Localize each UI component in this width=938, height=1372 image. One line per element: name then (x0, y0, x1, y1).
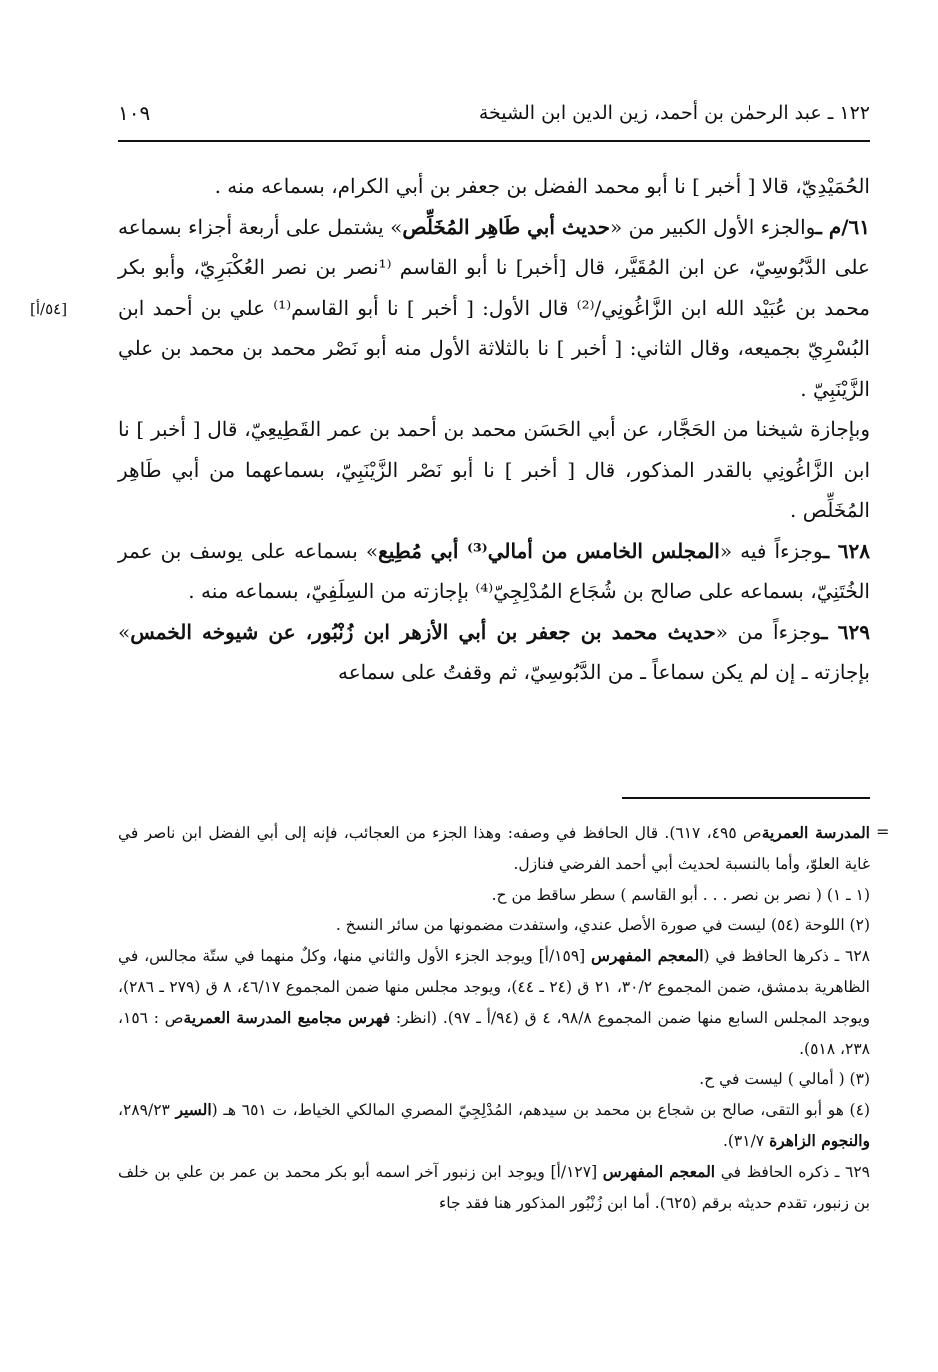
page-number: ١٠٩ (118, 101, 151, 125)
text-run: ص ٤٩٥، ٦١٧). قال الحافظ في وصفه: وهذا الجزء من العجائب، فإنه إلى أبي الفضل ابن ناصر في غاية العلوّ، وأما بالنسبة لحديث أبي أحمد الفرضي فنازل. (118, 824, 870, 873)
text-run: والجزء الأول الكبير من « (609, 214, 816, 239)
bold-run: ٦٢٨ ـ (823, 538, 870, 563)
text-run: (١ ـ ١) ( نصر بن نصر . . . أبو القاسم ) سطر ساقط من ح. (491, 885, 870, 904)
text-run: الحُمَيْدِيّ، قالا [ أخبر ] نا أبو محمد الفضل بن جعفر بن أبي الكرام، بسماعه منه . (214, 174, 870, 198)
footnote (118, 1157, 870, 1219)
text-run: ٢٨٩/٢٣، (118, 1101, 176, 1120)
running-title: ١٢٢ ـ عبد الرحمٰن بن أحمد، زين الدين ابن الشيخة (478, 102, 870, 124)
footnote (118, 818, 870, 880)
bold-run: ٦١/م ـ (815, 214, 871, 239)
footnote (118, 1095, 870, 1157)
body-paragraph (118, 166, 870, 207)
text-run: » بسماعه على يوسف بن عمر الخُتَنِيّ، بسماعه على صالح بن شُجَاع المُدْلِجِيّ⁽⁴⁾ بإجازته من السِلَفِيّ، بسماعه منه . (118, 538, 870, 603)
text-run: وجزءاً فيه « (719, 538, 824, 563)
body-paragraph (118, 409, 870, 531)
text-run: وجزءاً من « (715, 619, 822, 644)
text-run: ٣١/٧). (722, 1131, 770, 1150)
bold-run: حديث محمد بن جعفر بن أبي الأزهر ابن زُنْبُور، عن شيوخه الخمس (130, 619, 716, 644)
manuscript-folio-marker: [٥٤/أ] (30, 300, 68, 318)
body-paragraph (118, 531, 870, 612)
bold-run: ٦٢٩ ـ (821, 619, 870, 644)
bold-run: والنجوم الزاهرة (769, 1130, 870, 1150)
header-rule (118, 140, 870, 142)
body-paragraph (118, 207, 870, 410)
text-run: (٢) اللوحة (٥٤) ليست في صورة الأصل عندي، واستفدت مضمونها من سائر النسخ . (335, 916, 870, 935)
text-run: (٣) ( أمالي ) ليست في ح. (699, 1070, 870, 1089)
text-run: » بإجازته ـ إن لم يكن سماعاً ـ من الدَّبُوسِيّ، ثم وقفتُ على سماعه (118, 619, 870, 684)
body-paragraph (118, 612, 870, 693)
footnote (118, 941, 870, 1064)
bold-run: فهرس مجاميع المدرسة العمرية (183, 1007, 391, 1027)
text-run: [١٥٩/أ] ويوجد الجزء الأول والثاني منها، وكلٌ منهما في ستّة مجالس، في الظاهرية بدمشق، ضمن المجموع ٣٠/٢، ٢١ ق (٢٤ ـ ٤٤)، ويوجد مجلس منها ضمن المجموع ٤٦/١٧، ٨ ق (٢٧٩ ـ ٢٨٦)، ويوجد المجلس السابع منها ضمن المجموع ٩٨/٨، ٤ ق (٩٤/أ ـ ٩٧). (انظر: (118, 947, 870, 1027)
text-run: ٦٢٨ ـ ذكرها الحافظ في ( (703, 947, 870, 966)
text-run: ٦٢٩ ـ ذكره الحافظ في (715, 1162, 870, 1181)
bold-run: حديث أبي طَاهِر المُخَلِّص (402, 214, 610, 239)
footnote-separator (622, 797, 870, 799)
text-run: » يشتمل على أربعة أجزاء بسماعه على الدَّبُوسِيّ، عن ابن المُقَيَّر، قال [أخبر] نا أبو القاسم ⁽¹نصر بن نصر العُكْبَرِيّ، وأبو بكر محمد بن عُبَيْد الله ابن الزَّاغُونِي/⁽²⁾ قال الأول: [ أخبر ] نا أبو القاسم⁽¹⁾ علي بن أحمد ابن البُسْرِيّ بجميعه، وقال الثاني: [ أخبر ] نا بالثلاثة الأول منه أبو نَصْر محمد بن محمد بن علي الزَّيْنَبِيّ . (118, 214, 870, 401)
footnote-continuation-mark: = (876, 822, 890, 841)
main-text (118, 166, 870, 693)
bold-run: المدرسة العمرية (761, 823, 870, 842)
page-header (118, 96, 870, 130)
text-run: [١٢٧/أ] ويوجد ابن زنبور آخر اسمه أبو بكر محمد بن عمر بن علي بن خلف بن زنبور، تقدم حديثه برقم (٦٢٥). أما ابن زُنْبُور المذكور هنا فقد جاء (118, 1162, 870, 1212)
bold-run: المعجم المفهرس (591, 946, 704, 966)
bold-run: السير (175, 1100, 212, 1120)
footnote (118, 910, 870, 941)
footnote (118, 880, 870, 911)
footnotes (118, 818, 870, 1218)
footnote (118, 1064, 870, 1095)
text-run: (٤) هو أبو التقى، صالح بن شجاع بن محمد بن سيدهم، المُدْلِجِيّ المصري المالكي الخياط، ت ٦٥١ هـ ( (211, 1101, 870, 1120)
bold-run: المعجم المفهرس (602, 1161, 716, 1181)
text-run: وبإجازة شيخنا من الحَجَّار، عن أبي الحَسَن محمد بن أحمد بن عمر القَطِيعِيّ، قال [ أخبر ] نا ابن الزَّاغُونِي بالقدر المذكور، قال [ أخبر ] نا أبو نَصْر الزَّيْنَبِيّ، بسماعهما من أبي طَاهِر المُخَلِّص . (118, 417, 870, 522)
text-run: ص : ١٥٦، ٢٣٨، ٥١٨). (118, 1008, 870, 1058)
bold-run: المجلس الخامس من أمالي⁽³⁾ أبي مُطِيع (378, 538, 720, 563)
